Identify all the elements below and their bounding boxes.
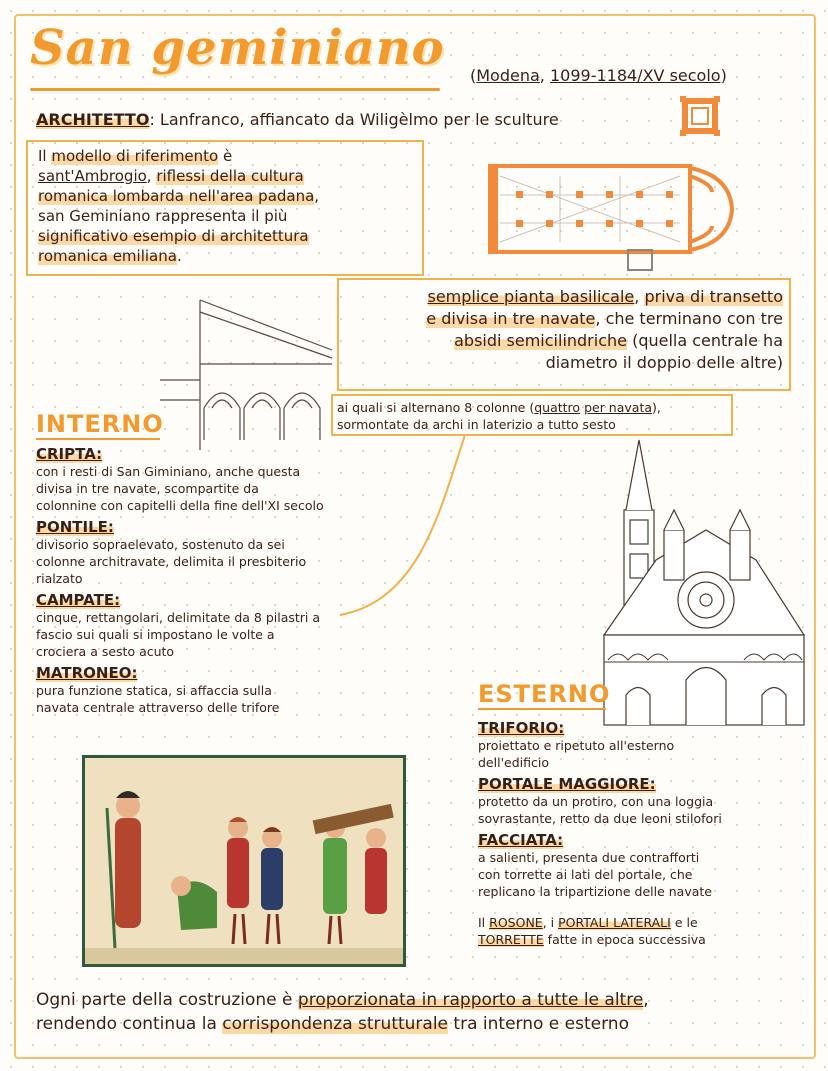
columns-note-box: ai quali si alternano 8 colonne (quattro per navata), sormontate da archi in laterizio a tutto sesto [331,394,733,436]
city: Modena [476,66,540,85]
portale-maggiore-title: PORTALE MAGGIORE: [478,775,656,793]
facciata-title: FACCIATA: [478,831,564,849]
pontile-title: PONTILE: [36,518,114,536]
triforio-title: TRIFORIO: [478,719,565,737]
date-range: 1099-1184/XV secolo [549,66,721,85]
pontile-text: divisorio sopraelevato, sostenuto da sei colonne architravate, delimita il presbiterio rialzato [36,537,307,586]
interno-underline [36,438,160,440]
esterno-sections [478,718,798,948]
plan-description-box: semplice pianta basilicale, priva di transetto e divisa in tre navate, che terminano con tre absidi semicilindriche (quella centrale ha diametro il doppio delle altre) [337,278,791,391]
interno-heading: INTERNO [36,410,164,438]
page-title: San geminiano [30,20,445,76]
esterno-underline [478,708,606,710]
cripta-text: con i resti di San Giminiano, anche questa divisa in tre navate, scompartite da colonnine con capitelli della fine dell'XI secolo [36,464,324,513]
tower-plan-icon [680,96,720,136]
matroneo-text: pura funzione statica, si affaccia sulla navata centrale attraverso delle trifore [36,683,280,715]
campate-title: CAMPATE: [36,591,121,609]
nave-elevation-sketch [160,290,340,450]
campate-text: cinque, rettangolari, delimitate da 8 pilastri a fascio sui quali si impostano le volte a crociera a sesto acuto [36,610,321,659]
closing-statement: Ogni parte della costruzione è proporzionata in rapporto a tutte le altre, rendendo continua la corrispondenza strutturale tra interno e esterno [36,990,649,1034]
cripta-title: CRIPTA: [36,445,103,463]
architect-label: ARCHITETTO [36,110,150,129]
later-additions-note: Il ROSONE, i PORTALI LATERALI e le TORRETTE fatte in epoca successiva [478,915,706,947]
builders-figures-image [85,758,403,964]
esterno-heading: ESTERNO [478,680,611,708]
facciata-text: a salienti, presenta due contrafforti con torrette ai lati del portale, che replicano la tripartizione delle navate [478,850,712,899]
basilica-floor-plan-image [480,146,760,274]
architect-line: ARCHITETTO: Lanfranco, affiancato da Wiligèlmo per le sculture [36,110,559,129]
triforio-text: proiettato e ripetuto all'esterno dell'edificio [478,738,675,770]
cathedral-facade-drawing [596,430,810,730]
subtitle: (Modena, 1099-1184/XV secolo) [470,66,727,85]
matroneo-title: MATRONEO: [36,664,138,682]
title-underline [30,88,440,91]
model-reference-box: Il modello di riferimento è sant'Ambrogio, riflessi della cultura romanica lombarda nell'area padana, san Geminiano rappresenta il più significativo esempio di architettura romanica emiliana. [26,140,424,276]
medieval-builders-illustration [82,755,406,967]
interno-sections [36,444,366,716]
portale-maggiore-text: protetto da un protiro, con una loggia sovrastante, retto da due leoni stilofori [478,794,722,826]
